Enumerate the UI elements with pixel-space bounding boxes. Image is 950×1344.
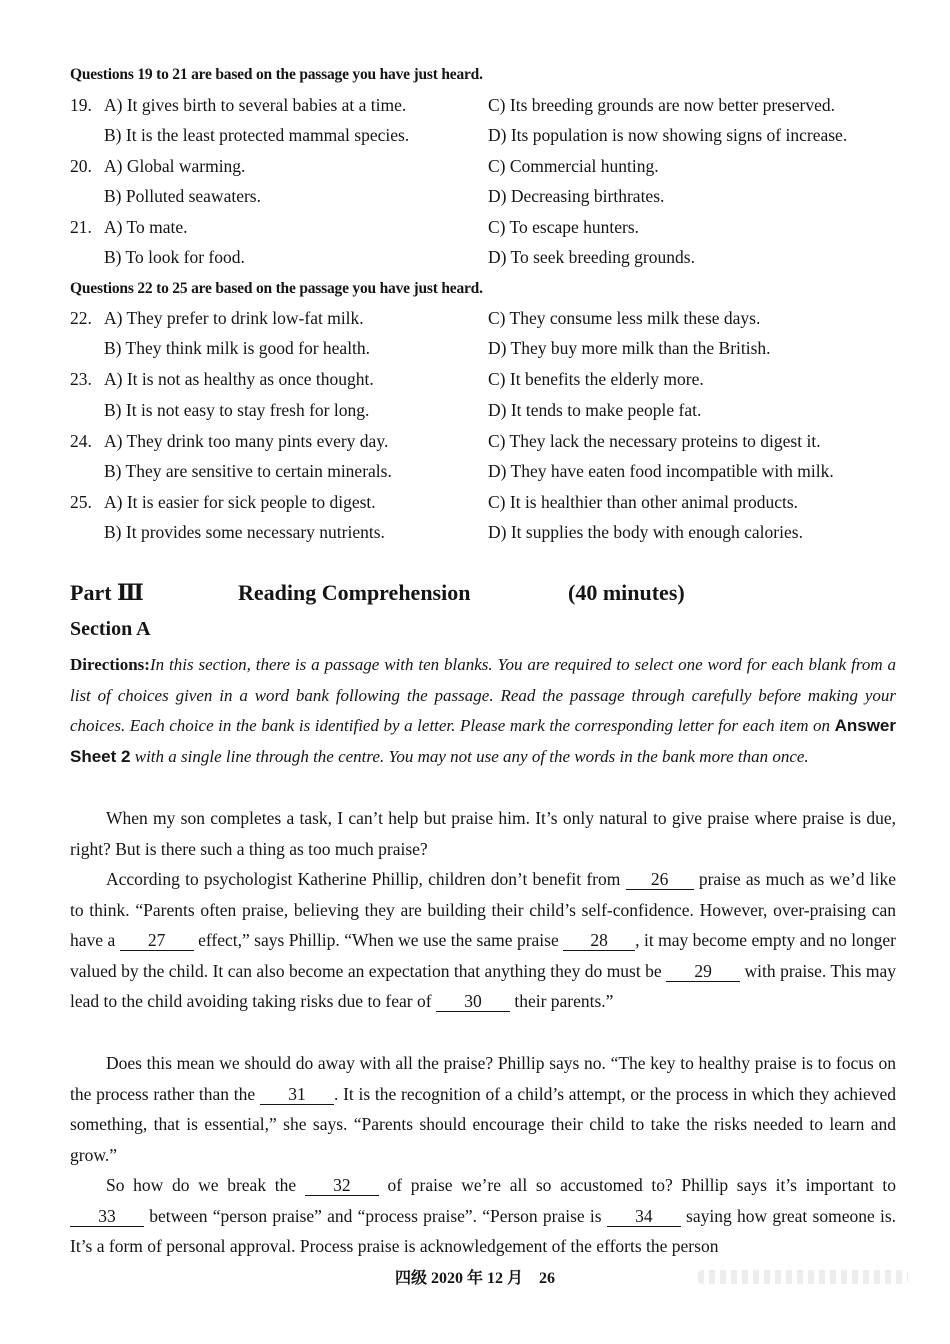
text-run: saying how great someone is. It’s a form of personal approval. Process praise is acknowledgement of the efforts the person: [70, 1205, 896, 1257]
question-21-row2: [70, 247, 900, 277]
option-d: D) It tends to make people fat.: [488, 400, 702, 420]
option-a: A) It is easier for sick people to digest.: [104, 492, 376, 512]
passage-paragraph-4: [70, 1170, 896, 1262]
question-number: 23.: [70, 369, 92, 389]
passage-paragraph-2: [70, 864, 896, 1017]
footer-exam: 四级 2020 年 12 月: [394, 1270, 523, 1287]
option-d: D) Decreasing birthrates.: [488, 186, 665, 206]
text-run: between “person praise” and “process praise”. “Person praise is: [144, 1205, 607, 1226]
question-number: 22.: [70, 308, 92, 328]
text-run: with praise. This may lead to the child avoiding taking risks due to fear of: [70, 960, 897, 1012]
part-time: (40 minutes): [568, 580, 685, 605]
question-23-row2: [70, 400, 900, 430]
text-run: praise as much as we’d like to think. “Parents often praise, believing they are building their child’s self-confidence. However, over-praising can have a: [70, 869, 897, 951]
option-b: B) It is not easy to stay fresh for long.: [104, 400, 370, 420]
question-23: [70, 369, 900, 399]
question-number: 20.: [70, 156, 92, 176]
blank-29: 29: [666, 961, 740, 982]
option-c: C) They consume less milk these days.: [488, 308, 761, 328]
option-b: B) They are sensitive to certain minerals.: [104, 461, 392, 481]
blank-33: 33: [70, 1206, 144, 1227]
footer-page-number: 26: [539, 1270, 555, 1287]
option-d: D) They buy more milk than the British.: [488, 338, 771, 358]
passage-paragraph-3: [70, 1048, 896, 1170]
option-a: A) They drink too many pints every day.: [104, 431, 389, 451]
blank-27: 27: [120, 930, 194, 951]
option-a: A) It gives birth to several babies at a time.: [104, 95, 407, 115]
question-22-row2: [70, 338, 900, 368]
question-number: 24.: [70, 431, 92, 451]
directions: [70, 650, 896, 772]
text-run: So how do we break the: [106, 1175, 305, 1195]
blank-34: 34: [607, 1206, 681, 1227]
text-run: of praise we’re all so accustomed to? Phillip says it’s important to: [378, 1175, 896, 1195]
blank-26: 26: [626, 869, 694, 890]
option-b: B) They think milk is good for health.: [104, 338, 371, 358]
text-run: effect,” says Phillip. “When we use the same praise: [193, 930, 564, 951]
option-b: B) To look for food.: [104, 247, 245, 267]
question-number: 21.: [70, 217, 92, 237]
option-d: D) It supplies the body with enough calories.: [488, 522, 803, 542]
text-run: Does this mean we should do away with all the praise? Phillip says no. “The key to healthy praise is to focus on the process rather than the: [70, 1053, 896, 1104]
option-a: A) Global warming.: [104, 156, 246, 176]
text-run: , it may become empty and no longer valued by the child. It can also become an expectation that anything they do must be: [70, 930, 896, 981]
section-title: Section A: [70, 618, 151, 640]
option-c: C) Its breeding grounds are now better preserved.: [488, 95, 835, 115]
blank-32: 32: [305, 1175, 379, 1196]
blank-28: 28: [563, 930, 635, 951]
option-a: A) It is not as healthy as once thought.: [104, 369, 374, 389]
question-25-row2: [70, 522, 900, 552]
directions-label: Directions:: [70, 655, 150, 674]
question-21: [70, 217, 900, 247]
question-number: 25.: [70, 492, 92, 512]
passage-paragraph-1: When my son completes a task, I can’t help but praise him. It’s only natural to give praise where praise is due, right? But is there such a thing as too much praise?: [70, 808, 896, 859]
option-d: D) They have eaten food incompatible with milk.: [488, 461, 834, 481]
text-run: . It is the recognition of a child’s attempt, or the process in which they achieved something, that is essential,” she says. “Parents should encourage their child to take the risks needed to learn and grow.”: [70, 1083, 896, 1165]
text-run: According to psychologist Katherine Phillip, children don’t benefit from: [106, 869, 626, 889]
option-b: B) Polluted seawaters.: [104, 186, 261, 206]
question-number: 19.: [70, 95, 92, 115]
option-c: C) They lack the necessary proteins to digest it.: [488, 431, 821, 451]
option-d: D) Its population is now showing signs of increase.: [488, 125, 848, 145]
answer-sheet-ref: Answer Sheet 2: [70, 716, 896, 766]
option-c: C) It benefits the elderly more.: [488, 369, 704, 389]
option-b: B) It provides some necessary nutrients.: [104, 522, 385, 542]
part-title: Reading Comprehension: [238, 580, 471, 605]
option-c: C) To escape hunters.: [488, 217, 640, 237]
part-label: Part Ⅲ: [70, 580, 144, 605]
option-c: C) Commercial hunting.: [488, 156, 659, 176]
blank-31: 31: [260, 1084, 334, 1105]
option-c: C) It is healthier than other animal products.: [488, 492, 799, 512]
question-20-row2: [70, 186, 900, 216]
option-d: D) To seek breeding grounds.: [488, 247, 695, 267]
question-19-row2: [70, 125, 900, 155]
question-20: [70, 156, 900, 186]
question-19: [70, 95, 900, 125]
question-24-row2: [70, 461, 900, 491]
directions-text: In this section, there is a passage with ten blanks. You are required to select one word for each blank from a list of choices given in a word bank following the passage. Read the passage through carefully before making your choices. Each choice in the bank is identified by a letter. Please mark the corresponding letter for each item on: [70, 655, 896, 736]
question-24: [70, 431, 900, 461]
directions-text-end: with a single line through the centre. You may not use any of the words in the bank more than once.: [130, 746, 809, 766]
option-b: B) It is the least protected mammal species.: [104, 125, 410, 145]
question-22: [70, 308, 900, 338]
questions-19-21-heading: Questions 19 to 21 are based on the passage you have just heard.: [70, 66, 483, 83]
question-25: [70, 492, 900, 522]
questions-22-25-heading: Questions 22 to 25 are based on the passage you have just heard.: [70, 280, 483, 297]
blank-30: 30: [436, 991, 510, 1012]
scan-smudge: [698, 1270, 908, 1284]
option-a: A) They prefer to drink low-fat milk.: [104, 308, 364, 328]
option-a: A) To mate.: [104, 217, 188, 237]
text-run: their parents.”: [509, 991, 614, 1012]
